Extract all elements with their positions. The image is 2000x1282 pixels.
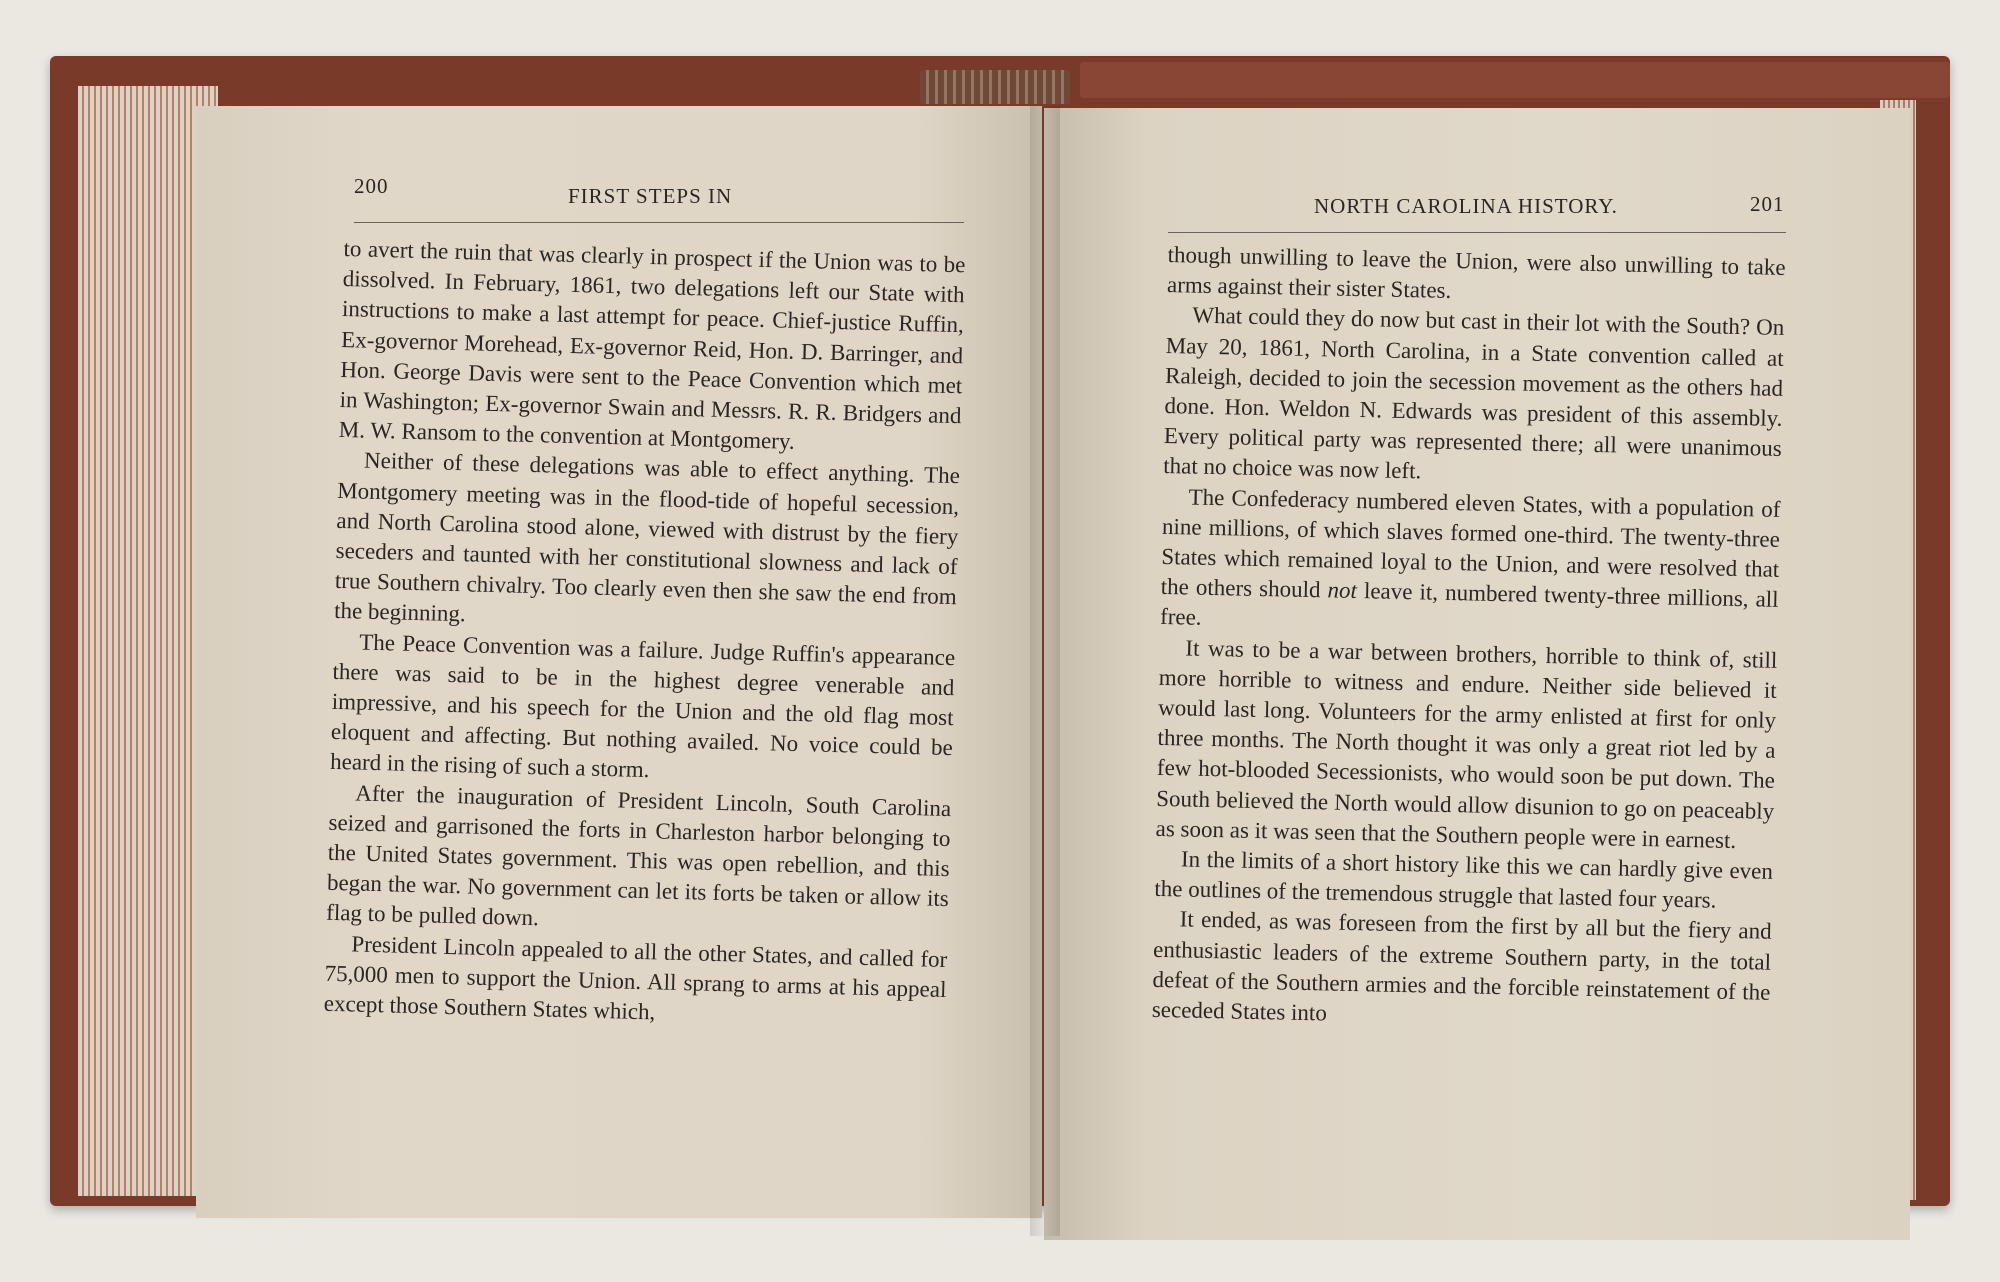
paragraph: though unwilling to leave the Union, were also unwilling to take arms against their sister States.	[1166, 241, 1786, 304]
paragraph: It ended, as was foreseen from the first by all but the fiery and enthusiastic leaders of the extreme Southern party, in the total defeat of the Southern armies and the forcible reinstatement of the seceded States into	[1151, 906, 1772, 1026]
paragraph: After the inauguration of President Lincoln, South Carolina seized and garrisoned the forts in Charleston harbor belonging to the United States government. This was open rebellion, and this began the war. No government can let its forts be taken or allow its flag to be pulled down.	[325, 780, 952, 931]
running-head-right: NORTH CAROLINA HISTORY.	[1314, 194, 1618, 218]
paragraph: What could they do now but cast in their lot with the South? On May 20, 1861, North Carolina, in a State convention called at Raleigh, decided to join the secession movement as the others had done. Hon. Weldon N. Edwards was president of this assembly. Every political party was represented there; all were unanimous that no choice was now left.	[1163, 302, 1785, 484]
book-cover-top-edge	[1080, 62, 1950, 98]
paragraph: In the limits of a short history like this we can hardly give even the outlines of the tremendous struggle that lasted four years.	[1154, 846, 1774, 913]
paragraph-part: leave it, numbered twenty-three millions, all free.	[1159, 578, 1779, 631]
left-page-text	[323, 234, 965, 1035]
paragraph: President Lincoln appealed to all the other States, and called for 75,000 men to support the Union. All sprang to arms at his appeal except those Southern States which,	[323, 931, 948, 1025]
header-rule-right	[1168, 232, 1786, 233]
running-head-left: FIRST STEPS IN	[568, 184, 733, 208]
right-page-text	[1152, 240, 1786, 1038]
paragraph: The Peace Convention was a failure. Judge Ruffin's appearance there was said to be in the highest degree venerable and impressive, and his speech for the Union and the old flag most eloquent and affecting. But nothing availed. No voice could be heard in the rising of such a storm.	[329, 629, 956, 783]
paragraph-part: The Confederacy numbered eleven States, with a population of nine millions, of which slaves formed one-third. The twenty-three States which remained loyal to the Union, and were resolved that the others should	[1160, 484, 1781, 603]
page-number-right: 201	[1750, 192, 1785, 216]
paragraph: Neither of these delegations was able to effect anything. The Montgomery meeting was in the flood-tide of hopeful secession, and North Carolina stood alone, viewed with distrust by the fiery seceders and taunted with her constitutional slowness and lack of true Southern chivalry. Too clearly even then she saw the end from the beginning.	[333, 448, 961, 627]
emphasis-not: not	[1327, 577, 1358, 604]
paragraph: It was to be a war between brothers, horrible to think of, still more horrible to witness and endure. Neither side believed it would last long. Volunteers for the army enlisted at first for only three months. The North thought it was only a great riot led by a few hot-blooded Secessionists, who would soon be put down. The South believed the North would allow disunion to go on peaceably as soon as it was seen that the Southern people were in earnest.	[1155, 635, 1778, 853]
paragraph	[1160, 482, 1781, 646]
header-rule-left	[354, 222, 964, 223]
right-page	[1044, 108, 1910, 1240]
binding-threads	[920, 70, 1070, 104]
paragraph: to avert the ruin that was clearly in prospect if the Union was to be dissolved. In February, 1861, two delegations left our State with instructions to make a last attempt for peace. Chief-justice Ruffin, Ex-governor Morehead, Ex-governor Reid, Hon. D. Barringer, and Hon. George Davis were sent to the Peace Convention which met in Washington; Ex-governor Swain and Messrs. R. R. Bridgers and M. W. Ransom to the convention at Montgomery.	[338, 235, 966, 455]
book-gutter	[1030, 106, 1060, 1236]
left-page	[196, 106, 1042, 1218]
page-number-left: 200	[354, 174, 389, 198]
